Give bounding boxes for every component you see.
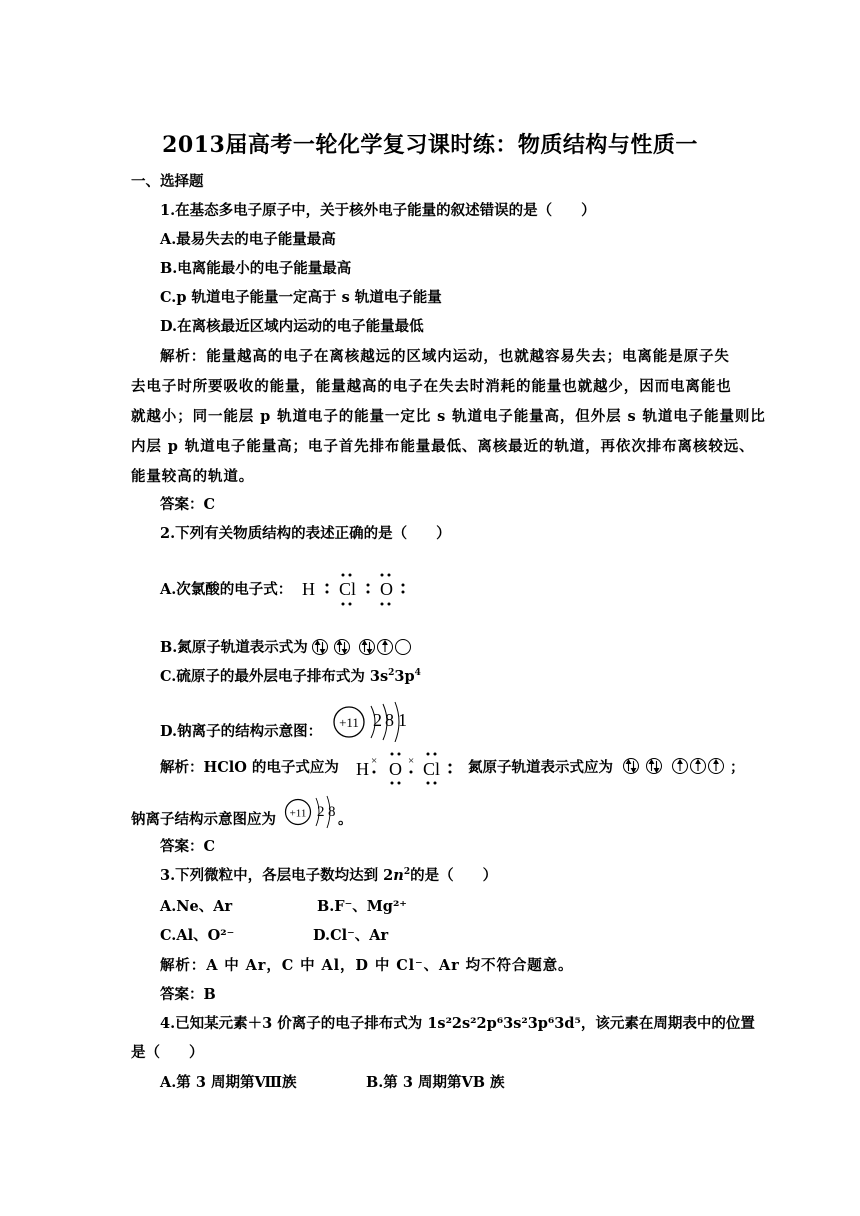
q2-analysis-end: 。 [338, 811, 353, 828]
atom-h: H [356, 759, 369, 779]
q1-option-b: B.电离能最小的电子能量最高 [160, 260, 352, 277]
q2-option-b-label: B.氮原子轨道表示式为 [160, 639, 308, 656]
q2-option-a [160, 580, 292, 600]
q2-option-b [160, 638, 308, 658]
q2-analysis-mid: 氮原子轨道表示式应为 [468, 759, 613, 776]
shell-3-electrons: 1 [398, 710, 407, 730]
q2-stem: 2.下列有关物质结构的表述正确的是（ ） [160, 525, 451, 542]
cross-electron: × [371, 755, 378, 767]
atom-h: H [302, 579, 315, 599]
q4-option-b: B.第 3 周期第ⅤB 族 [366, 1074, 505, 1091]
shell-1-electrons: 2 [317, 804, 325, 820]
orbital-diagram-correct [622, 755, 734, 777]
q2-option-c: C.硫原子的最外层电子排布式为 $3s^23p^4$ [160, 668, 421, 685]
q1-option-c: C.p 轨道电子能量一定高于 s 轨道电子能量 [160, 289, 442, 306]
sodium-structure-correct [284, 790, 344, 830]
shell-2-electrons: 8 [328, 804, 336, 820]
atom-cl: Cl [339, 579, 357, 599]
atom-o: O [389, 759, 402, 779]
q1-answer: 答案：C [160, 496, 216, 513]
electron-formula-hclo-wrong [298, 566, 418, 610]
q1-stem: 1.在基态多电子原子中，关于核外电子能量的叙述错误的是（ ） [160, 202, 596, 219]
q2-option-a-label: A.次氯酸的电子式： [160, 581, 293, 598]
q3-option-c: C.Al、O²⁻ [160, 927, 235, 944]
atom-cl: Cl [423, 759, 441, 779]
q4-stem-line-1: 4.已知某元素＋3 价离子的电子排布式为 1s²2s²2p⁶3s²3p⁶3d⁵，该元素在周期表中的位置 [160, 1015, 755, 1032]
shell-2-electrons: 8 [385, 710, 394, 730]
orbital-diagram-wrong [311, 636, 431, 658]
q2-analysis-semicolon: ； [730, 759, 745, 776]
q1-option-d: D.在离核最近区域内运动的电子能量最低 [160, 318, 424, 335]
page-title: 2013届高考一轮化学复习课时练：物质结构与性质一 [162, 132, 698, 158]
q3-answer: 答案：B [160, 986, 216, 1003]
q3-stem-suffix: 的是（ ） [410, 867, 498, 884]
q1-option-a: A.最易失去的电子能量最高 [160, 231, 336, 248]
electron-formula-hclo-correct [352, 748, 460, 788]
q3-option-b: B.F⁻、Mg²⁺ [317, 898, 407, 915]
q1-analysis-line-3: 就越小；同一能层 p 轨道电子的能量一定比 s 轨道电子能量高，但外层 s 轨道电子能量则比 [131, 408, 766, 425]
section-heading: 一、选择题 [131, 173, 204, 190]
q1-analysis-line-2: 去电子时所要吸收的能量，能量越高的电子在失去时消耗的能量也就越少，因而电离能也 [131, 378, 732, 395]
q4-option-a: A.第 3 周期第Ⅷ族 [160, 1074, 297, 1091]
q3-stem: 3.下列微粒中，各层电子数均达到 $2n^2$的是（ ） [160, 867, 498, 884]
q2-analysis-prefix: 解析：HClO 的电子式应为 [160, 759, 339, 776]
q2-analysis-line-2: 钠离子结构示意图应为 [131, 811, 276, 828]
nucleus-charge: +11 [339, 715, 359, 730]
sodium-structure-wrong [331, 696, 421, 742]
atom-o: O [380, 579, 393, 599]
q1-analysis-line-1: 解析：能量越高的电子在离核越远的区域内运动，也就越容易失去；电离能是原子失 [160, 348, 730, 365]
q4-stem-line-2: 是（ ） [131, 1044, 204, 1061]
q2-answer: 答案：C [160, 838, 216, 855]
q2-option-d [160, 722, 322, 742]
shell-1-electrons: 2 [373, 710, 382, 730]
q3-option-d: D.Cl⁻、Ar [313, 927, 389, 944]
q2-option-d-label: D.钠离子的结构示意图： [160, 723, 323, 740]
q3-option-a: A.Ne、Ar [160, 898, 233, 915]
q1-analysis-line-5: 能量较高的轨道。 [131, 468, 255, 485]
q3-analysis: 解析：A 中 Ar，C 中 Al，D 中 Cl⁻、Ar 均不符合题意。 [160, 957, 574, 974]
q1-analysis-line-4: 内层 p 轨道电子能量高；电子首先排布能量最低、离核最近的轨道，再依次排布离核较远、 [131, 438, 755, 455]
q2-option-c-label: C.硫原子的最外层电子排布式为 3s [160, 668, 389, 685]
q3-stem-prefix: 3.下列微粒中，各层电子数均达到 2 [160, 867, 394, 884]
cross-electron: × [408, 755, 415, 767]
nucleus-charge: +11 [289, 807, 307, 820]
